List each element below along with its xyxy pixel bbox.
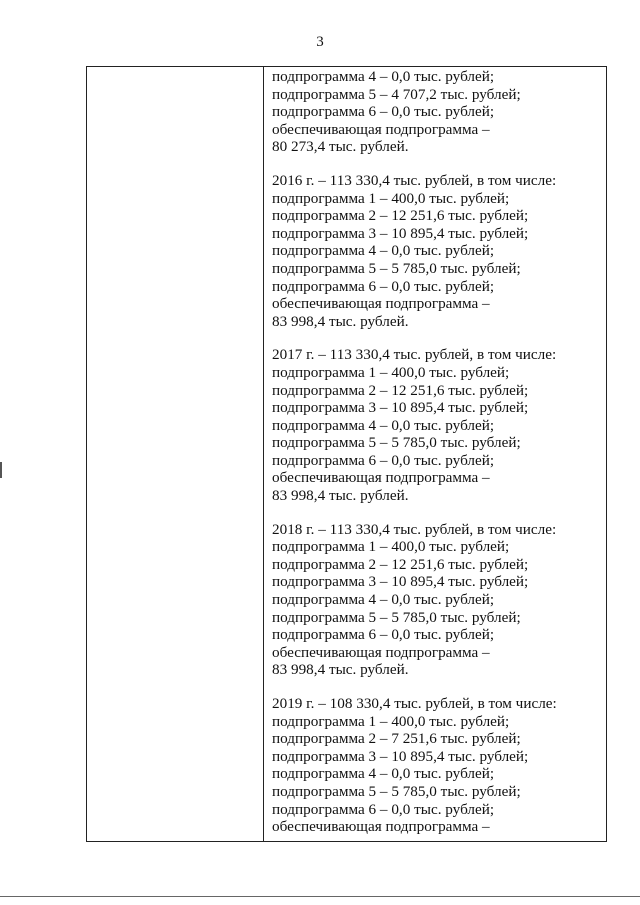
funding-line: подпрограмма 1 – 400,0 тыс. рублей;	[272, 538, 510, 556]
funding-line: подпрограмма 3 – 10 895,4 тыс. рублей;	[272, 573, 529, 591]
funding-block	[272, 172, 600, 330]
funding-line: подпрограмма 4 – 0,0 тыс. рублей;	[272, 591, 495, 609]
funding-line: обеспечивающая подпрограмма –	[272, 643, 490, 661]
funding-line: подпрограмма 4 – 0,0 тыс. рублей;	[272, 242, 495, 260]
funding-line: подпрограмма 5 – 5 785,0 тыс. рублей;	[272, 259, 521, 277]
funding-line: подпрограмма 1 – 400,0 тыс. рублей;	[272, 363, 510, 381]
funding-line: подпрограмма 4 – 0,0 тыс. рублей;	[272, 68, 495, 85]
funding-line: 80 273,4 тыс. рублей.	[272, 138, 409, 156]
funding-cell	[272, 68, 600, 852]
column-divider	[263, 67, 264, 841]
funding-line: подпрограмма 4 – 0,0 тыс. рублей;	[272, 765, 495, 783]
funding-line: подпрограмма 6 – 0,0 тыс. рублей;	[272, 800, 495, 818]
funding-line: подпрограмма 2 – 7 251,6 тыс. рублей;	[272, 730, 521, 748]
funding-line: подпрограмма 5 – 4 707,2 тыс. рублей;	[272, 85, 521, 103]
funding-line: подпрограмма 2 – 12 251,6 тыс. рублей;	[272, 381, 529, 399]
funding-line: подпрограмма 4 – 0,0 тыс. рублей;	[272, 416, 495, 434]
funding-block	[272, 68, 600, 156]
funding-line: подпрограмма 1 – 400,0 тыс. рублей;	[272, 189, 510, 207]
bottom-rule	[0, 896, 640, 897]
funding-line: подпрограмма 1 – 400,0 тыс. рублей;	[272, 712, 510, 730]
funding-line: подпрограмма 6 – 0,0 тыс. рублей;	[272, 277, 495, 295]
funding-line: подпрограмма 5 – 5 785,0 тыс. рублей;	[272, 782, 521, 800]
funding-line: 83 998,4 тыс. рублей.	[272, 487, 409, 505]
document-table	[86, 66, 607, 842]
funding-line: 2019 г. – 108 330,4 тыс. рублей, в том числе:	[272, 695, 557, 712]
funding-line: обеспечивающая подпрограмма –	[272, 818, 490, 836]
funding-line: подпрограмма 5 – 5 785,0 тыс. рублей;	[272, 434, 521, 452]
funding-block	[272, 695, 600, 836]
funding-line: 83 998,4 тыс. рублей.	[272, 661, 409, 679]
funding-line: 2017 г. – 113 330,4 тыс. рублей, в том числе:	[272, 346, 557, 364]
funding-line: обеспечивающая подпрограмма –	[272, 295, 490, 313]
page-number: 3	[316, 34, 324, 50]
funding-line: подпрограмма 6 – 0,0 тыс. рублей;	[272, 451, 495, 469]
funding-block	[272, 346, 600, 504]
funding-line: подпрограмма 3 – 10 895,4 тыс. рублей;	[272, 399, 529, 417]
funding-line: подпрограмма 2 – 12 251,6 тыс. рублей;	[272, 555, 529, 573]
funding-line: 2018 г. – 113 330,4 тыс. рублей, в том числе:	[272, 520, 557, 538]
funding-line: подпрограмма 6 – 0,0 тыс. рублей;	[272, 626, 495, 644]
funding-line: обеспечивающая подпрограмма –	[272, 469, 490, 487]
funding-line: 2016 г. – 113 330,4 тыс. рублей, в том числе:	[272, 171, 557, 189]
funding-line: обеспечивающая подпрограмма –	[272, 120, 490, 138]
funding-line: подпрограмма 5 – 5 785,0 тыс. рублей;	[272, 608, 521, 626]
funding-block	[272, 521, 600, 679]
funding-line: подпрограмма 6 – 0,0 тыс. рублей;	[272, 103, 495, 121]
funding-line: подпрограмма 3 – 10 895,4 тыс. рублей;	[272, 747, 529, 765]
funding-line: подпрограмма 2 – 12 251,6 тыс. рублей;	[272, 207, 529, 225]
funding-line: 83 998,4 тыс. рублей.	[272, 312, 409, 330]
scan-edge-mark	[0, 462, 2, 478]
funding-line: подпрограмма 3 – 10 895,4 тыс. рублей;	[272, 224, 529, 242]
